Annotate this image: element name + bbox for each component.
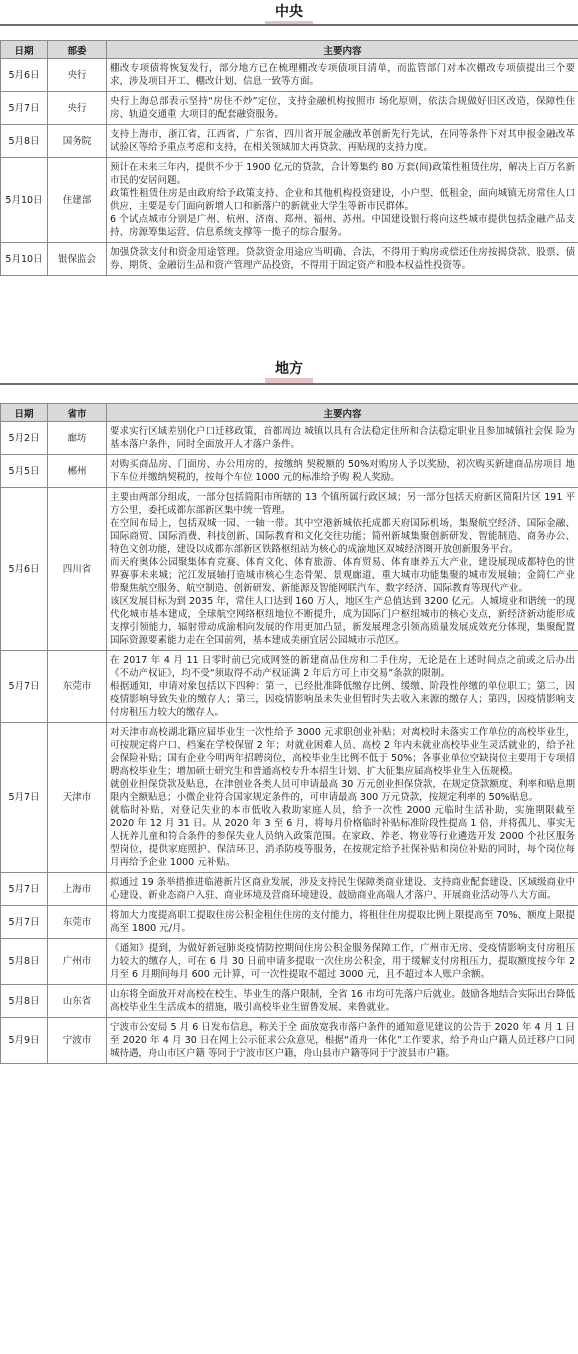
content-paragraph: 对天津市高校湖北籍应届毕业生一次性给予 3000 元求职创业补贴；对离校时未落实工作单位的高校毕业生，可按规定将户口、档案在学校保留 2 年；对就业困难人员、高校 2 年内未就业高校毕业生灵活就业的，给予社会保险补贴；国有企业今明两年招聘岗位，高校毕业生比例不低于 50%；各事业单位空缺岗位主要用于专项招聘高校毕业生；增加硕士研究生和普通高校专升本招生计划、扩大征集应届高校毕业生入伍规模。 — [110, 727, 575, 777]
central-policy-table — [0, 40, 578, 276]
table-row — [1, 1018, 578, 1064]
row-org: 四川省 — [48, 488, 107, 651]
table-row — [1, 488, 578, 651]
local-top-rule — [0, 383, 578, 385]
table-row — [1, 125, 578, 158]
row-org: 宁波市 — [48, 1018, 107, 1064]
content-paragraph: 预计在未来三年内，提供不少于 1900 亿元的贷款，合计筹集约 80 万套(间)政策性租赁住房，解决上百万名新市民的安居问题。 — [110, 162, 575, 186]
table-row — [1, 243, 578, 276]
central-title: 中央 — [265, 5, 313, 26]
central-header-org: 部委 — [48, 41, 107, 59]
content-paragraph: 拟通过 19 条举措推进临港新片区商业发展，涉及支持民生保障类商业建设、支持商业配套建设、区域级商业中心建设、新业态商户入驻、商业环境及营商环境建设、鼓励商业高端人才落户、开展商业活动等八大方面。 — [110, 877, 575, 901]
row-content — [107, 243, 578, 276]
table-row — [1, 939, 578, 985]
row-date: 5月8日 — [1, 939, 48, 985]
local-section-title — [0, 358, 578, 383]
row-org: 廊坊 — [48, 422, 107, 455]
row-content — [107, 422, 578, 455]
table-row — [1, 651, 578, 723]
row-org: 郴州 — [48, 455, 107, 488]
row-date: 5月7日 — [1, 723, 48, 873]
local-header-date: 日期 — [1, 404, 48, 422]
local-title: 地方 — [265, 362, 313, 383]
content-paragraph: 就临时补贴，对登记失业的本市低收入救助家庭人员，给予一次性 2000 元临时生活补助，实施期限截至 2020 年 12 月 31 日。从 2020 年 3 至 6 月，将每月价格临时补贴标准阶段性提高 1 倍，并将孤儿、事实无人抚养儿童和符合条件的参保失业人员纳入政策范围。在家政、养老、物业等行业遴选开发 2000 个社区服务型岗位，提供家庭照护、保洁环卫、消杀防疫等服务，在按规定给予社保补贴和岗位补贴的同时，每个岗位每月再给予企业 1000 元补贴。 — [110, 805, 575, 868]
row-org: 上海市 — [48, 873, 107, 906]
row-org: 银保监会 — [48, 243, 107, 276]
row-content — [107, 59, 578, 92]
row-date: 5月9日 — [1, 1018, 48, 1064]
table-row — [1, 455, 578, 488]
row-org: 东莞市 — [48, 651, 107, 723]
row-org: 山东省 — [48, 985, 107, 1018]
local-header-org: 省市 — [48, 404, 107, 422]
row-date: 5月5日 — [1, 455, 48, 488]
row-date: 5月8日 — [1, 125, 48, 158]
content-paragraph: 山东将全面放开对高校在校生、毕业生的落户限制，全省 16 市均可先落户后就业。鼓励各地结合实际出台降低高校毕业生生活成本的措施，吸引高校毕业生留鲁发展、来鲁就业。 — [110, 989, 575, 1013]
local-header-row — [1, 404, 578, 422]
content-paragraph: 根据通知，申请对象包括以下四种：第一，已经批准降低缴存比例、缓缴、阶段性停缴的单位职工；第二，因疫情影响导致失业的缴存人；第三，因疫情影响虽未失业但暂时失去收入来源的缴存人；第四，因疫情影响支付房租压力较大的缴存人。 — [110, 681, 575, 718]
table-row — [1, 158, 578, 243]
row-org: 住建部 — [48, 158, 107, 243]
table-row — [1, 59, 578, 92]
row-content — [107, 92, 578, 125]
row-content — [107, 651, 578, 723]
table-row — [1, 422, 578, 455]
row-content — [107, 125, 578, 158]
central-header-row — [1, 41, 578, 59]
row-content — [107, 939, 578, 985]
content-paragraph: 主要由两部分组成，一部分包括简阳市所辖的 13 个镇所属行政区域；另一部分包括天府新区简阳片区 191 平方公里，委托成都东部新区集中统一管理。 — [110, 492, 575, 516]
row-date: 5月6日 — [1, 488, 48, 651]
row-content — [107, 1018, 578, 1064]
row-org: 国务院 — [48, 125, 107, 158]
row-content — [107, 723, 578, 873]
content-paragraph: 就创业担保贷款及贴息，在津创业各类人员可申请最高 30 万元创业担保贷款，在规定贷款额度、利率和贴息期限内全额贴息；小微企业符合国家规定条件的，可申请最高 300 万元贷款，按规定利率的 50%贴息。 — [110, 779, 575, 803]
content-paragraph: 央行上海总部表示坚持“房住不炒”定位，支持金融机构按照市 场化原则，依法合规做好旧区改造，保障性住房、轨道交通重 大项目的配套融资服务。 — [110, 96, 575, 120]
row-date: 5月6日 — [1, 59, 48, 92]
content-paragraph: 6 个试点城市分别是广州、杭州、济南、郑州、福州、苏州。中国建设银行将向这些城市提供包括金融产品支持、房源筹集运营、信息系统支撑等一揽子的综合服务。 — [110, 214, 575, 238]
row-content — [107, 455, 578, 488]
content-paragraph: 在空间布局上，包括双城一园、一轴一带。其中空港新城依托成都天府国际机场，集聚航空经济、国际金融、国际商贸、国际消费、科技创新、国际教育和文化交往功能；简州新城集聚创新研发、智能制造、商务办公、特色文创功能，建设以成都东部新区铁路枢纽站为核心的成渝地区双城经济圈开放创新服务平台。 — [110, 518, 575, 555]
content-paragraph: 将加大力度提高职工提取住房公积金租住住房的支付能力，将租住住房提取比例上限提高至 70%、额度上限提高至 1800 元/月。 — [110, 910, 575, 934]
row-content — [107, 158, 578, 243]
row-date: 5月7日 — [1, 92, 48, 125]
local-header-content: 主要内容 — [107, 404, 578, 422]
content-paragraph: 棚改专项债将恢复发行，部分地方已在梳理棚改专项债项目清单，而监管部门对本次棚改专项债提出三个要求，涉及项目开工、棚改计划、信息一致等方面。 — [110, 63, 575, 87]
content-paragraph: 支持上海市，浙江省，江西省，广东省，四川省开展金融改革创新先行先试，在同等条件下对其申报金融改革试验区等给予重点考虑和支持，在相关领域加大再贷款、再贴现的支持力度。 — [110, 129, 575, 153]
row-content — [107, 906, 578, 939]
table-row — [1, 92, 578, 125]
table-row — [1, 723, 578, 873]
row-org: 广州市 — [48, 939, 107, 985]
content-paragraph: 宁波市公安局 5 月 6 日发布信息，称关于全 面放宽我市落户条件的通知意见建议的公告于 2020 年 4 月 1 日至 2020 年 4 月 30 日在网上公示征求公众意见，根据“甬舟一体化”工作要求，给予舟山户籍人员迁移户口同城待遇，舟山市区户籍 等同于宁波市区户籍，舟山县市户籍等同于宁波县市户籍。 — [110, 1022, 575, 1059]
table-row — [1, 985, 578, 1018]
row-date: 5月2日 — [1, 422, 48, 455]
row-org: 天津市 — [48, 723, 107, 873]
central-section-title — [0, 1, 578, 26]
row-content — [107, 985, 578, 1018]
content-paragraph: 加强贷款支付和资金用途管理。贷款资金用途应当明确、合法，不得用于购房或偿还住房按揭贷款、股票、债券、期货、金融衍生品和资产管理产品投资，不得用于固定资产和股本权益性投资等。 — [110, 247, 575, 271]
row-date: 5月7日 — [1, 873, 48, 906]
row-org: 央行 — [48, 92, 107, 125]
row-content — [107, 873, 578, 906]
row-date: 5月10日 — [1, 158, 48, 243]
content-paragraph: 政策性租赁住房是由政府给予政策支持、企业和其他机构投资建设，小户型、低租金，面向城镇无房常住人口供应，主要是专门面向新增人口和新落户的新就业大学生等新市民群体。 — [110, 188, 575, 212]
row-date: 5月7日 — [1, 651, 48, 723]
row-org: 央行 — [48, 59, 107, 92]
content-paragraph: 在 2017 年 4 月 11 日零时前已完成网签的新建商品住房和二手住房，无论是在上述时间点之前或之后办出《不动产权证》，均不受“须取得不动产权证满 2 年后方可上市交易”条款的限制。 — [110, 655, 575, 679]
row-date: 5月7日 — [1, 906, 48, 939]
content-paragraph: 对购买商品房、门面房、办公用房的，按缴纳 契税额的 50%对购房人予以奖励，初次购买新建商品房项目 地下车位并缴纳契税的，按每个车位 1000 元的标准给予购 税人奖励。 — [110, 459, 575, 483]
row-org: 东莞市 — [48, 906, 107, 939]
local-policy-table — [0, 403, 578, 1064]
content-paragraph: 《通知》提到，为做好新冠肺炎疫情防控期间住房公积金服务保障工作，广州市无房、受疫情影响支付房租压力较大的缴存人，可在 6 月 30 日前申请多提取一次住房公积金，用于缓解支付房租压力，提取额度按今年 2 月至 6 月期间每月 600 元计算，可一次性提取不超过 3000 元，且不超过本人账户余额。 — [110, 943, 575, 980]
central-header-date: 日期 — [1, 41, 48, 59]
content-paragraph: 而天府奥体公园聚集体育竞赛、体育文化、体育旅游、体育贸易、体育康养五大产业，建设展现成都特色的世界赛事未来城；沱江发展轴打造城市核心生态骨架、景观廊道、重大城市功能集聚的城市发展轴；金简仁产业带聚焦航空服务、航空制造、创新研发、新能源及智能网联汽车、数字经济、国际教育等现代产业。 — [110, 557, 575, 594]
table-row — [1, 873, 578, 906]
content-paragraph: 该区发展目标为到 2035 年，常住人口达到 160 万人，地区生产总值达到 3200 亿元。人城境业和谐统一的现代化城市基本建成，全球航空网络枢纽地位不断提升，成为国际门户枢纽城市的核心支点，新经济新动能形成支撑引领能力，辐射带动成渝相向发展的作用更加凸显，新发展理念引领高质量发展成效充分体现，集聚配置国际资源要素能力走在全国前列，基本建成美丽宜居公园城市示范区。 — [110, 596, 575, 646]
row-content — [107, 488, 578, 651]
table-row — [1, 906, 578, 939]
row-date: 5月10日 — [1, 243, 48, 276]
central-top-rule — [0, 24, 578, 26]
content-paragraph: 要求实行区域差别化户口迁移政策，首都周边 城镇以具有合法稳定住所和合法稳定职业且参加城镇社会保 险为基本落户条件，同时全面放开人才落户条件。 — [110, 426, 575, 450]
row-date: 5月8日 — [1, 985, 48, 1018]
central-header-content: 主要内容 — [107, 41, 578, 59]
